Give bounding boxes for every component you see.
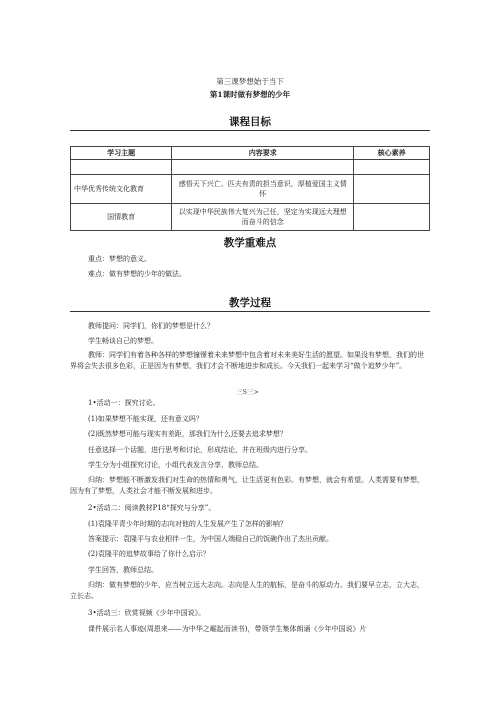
cell-topic: 国情教育: [71, 204, 172, 231]
activity2-question2: (2)袁隆平的追梦故事给了你什么启示？: [88, 550, 210, 558]
cell-requirement: 感悟天下兴亡、匹夫有责的担当意识，厚植爱国主义情怀: [172, 175, 354, 204]
column-header-core: 核心素养: [354, 147, 430, 160]
goals-table: [70, 146, 430, 231]
activity1-question1: (1)如果梦想不能实现，还有意义吗？: [88, 415, 203, 423]
cell-topic: 中华优秀传统文化教育: [71, 175, 172, 204]
column-header-topic: 学习主题: [71, 147, 172, 160]
table-row: [71, 204, 430, 231]
column-header-requirement: 内容要求: [172, 147, 354, 160]
activity1-summary: 归纳：梦想能不断激发我们对生命的热情和勇气，让生活更有色彩。有梦想，就会有希望。人类需要有梦想，因为有了梦想，人类社会才能不断发展和进步。: [70, 476, 424, 495]
cell-core: [354, 175, 430, 204]
key-points-heading: 教学重难点: [223, 237, 277, 249]
unit-title: 第三课梦想始于当下: [216, 77, 284, 86]
intro-teacher: 教师：同学们有着各种各样的梦想憧憬着未来梦想中包含着对未来美好生活的愿望。如果没有梦想，我们的世界将会失去很多色彩，正是因为有梦想，我们才会不断地进步和成长。今天我们一起来学习“做个追梦少年”。: [70, 351, 424, 370]
focus-text: 重点：梦想的意义。: [88, 255, 151, 263]
intro-question: 教师提问：同学们，你们的梦想是什么？: [88, 322, 214, 330]
process-divider: [70, 311, 430, 312]
table-row-empty: [71, 160, 430, 175]
activity2-student: 学生回答，教师总结。: [88, 566, 158, 574]
cell-core: [354, 204, 430, 231]
activity2-title: 2•活动二：阅读教材P18“探究与分享”。: [88, 504, 216, 512]
activity3-text: 课件展示名人事迹(周恩来——为中华之崛起而读书)，带领学生集体朗诵《少年中国说》片: [88, 625, 367, 633]
goals-heading: 课程目标: [229, 116, 271, 128]
difficulty-text: 难点：做有梦想的少年的做法。: [88, 270, 186, 278]
section-marker: 三S三>: [236, 388, 259, 396]
process-heading: 教学过程: [229, 297, 271, 309]
table-header-row: [71, 147, 430, 160]
activity2-question1: (1)袁隆平青少年时期的志向对他的人生发展产生了怎样的影响？: [88, 520, 287, 528]
activity1-question2: (2)既然梦想可能与现实有差距，那我们为什么还要去追求梦想？: [88, 430, 287, 438]
activity2-hint: 答案提示：袁隆平与农业相伴一生，为中国人端稳自己的饭碗作出了杰出贡献。: [88, 535, 333, 543]
intro-student: 学生畅谈自己的梦想。: [88, 337, 158, 345]
activity1-title: 1•活动一：探究讨论。: [88, 399, 160, 407]
cell-requirement: 以实现中华民族伟大复兴为己任，坚定为实现远大理想而奋斗的信念: [172, 204, 354, 231]
goals-divider: [70, 130, 430, 131]
activity1-task: 任意选择一个话题，进行思考和讨论，形成结论，并在班级内进行分享。: [88, 446, 312, 454]
table-row: [71, 175, 430, 204]
lesson-title: 第1课时做有梦想的少年: [209, 90, 291, 99]
activity3-title: 3•活动三：欣赏视频《少年中国说》。: [88, 609, 206, 617]
activity1-student: 学生分为小组探究讨论，小组代表发言分享，教师总结。: [88, 461, 263, 469]
activity2-summary: 归纳：做有梦想的少年，应当树立远大志向。志向是人生的航标，是奋斗的原动力。我们要早立志，立大志，立长志。: [70, 581, 424, 600]
